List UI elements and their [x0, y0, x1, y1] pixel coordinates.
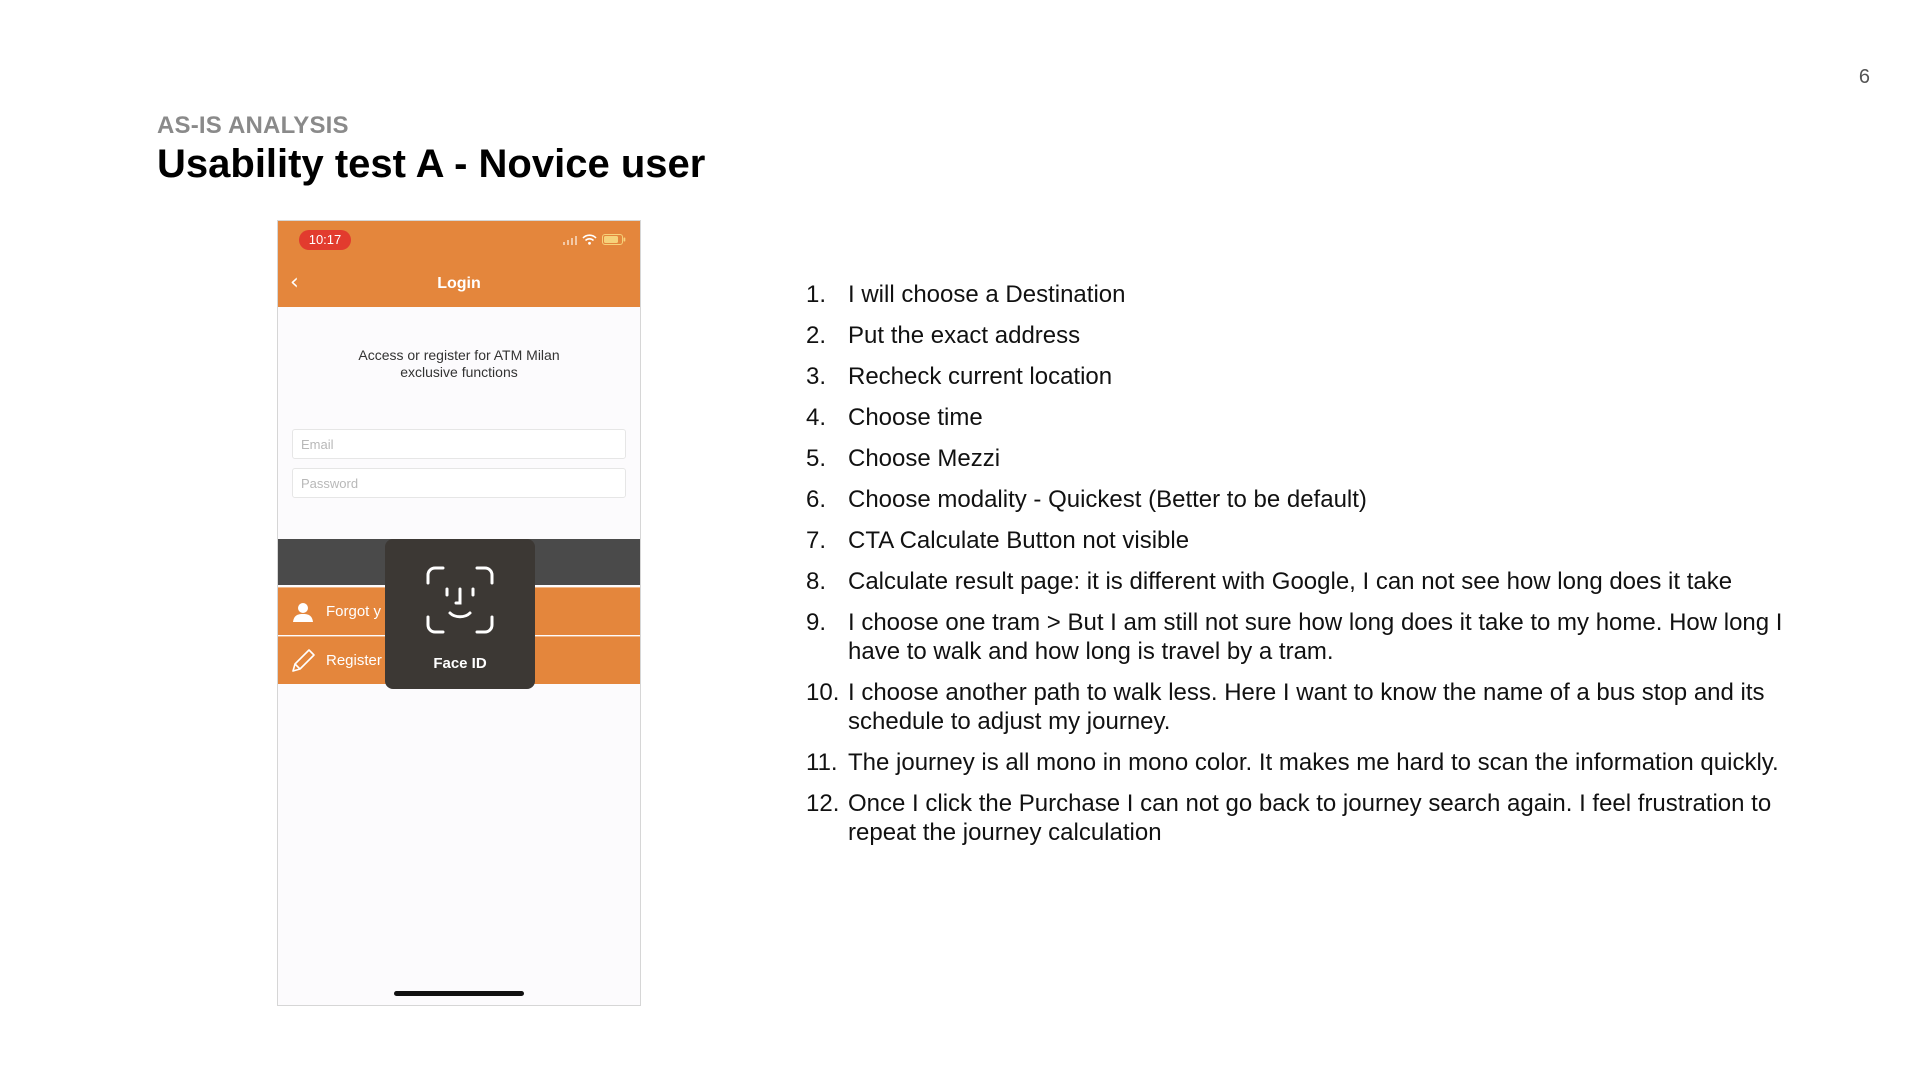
item-text: Calculate result page: it is different with Google, I can not see how long does it take	[848, 568, 1733, 595]
item-number: 5.	[806, 445, 827, 472]
header-title: Login	[437, 275, 481, 292]
page-number: 6	[1858, 66, 1870, 88]
list-item	[806, 608, 1806, 666]
phone-screenshot	[277, 220, 641, 1006]
item-number: 3.	[806, 363, 827, 390]
status-time-badge: 10:17	[299, 230, 351, 250]
app-header	[278, 221, 640, 307]
wifi-icon	[582, 234, 597, 245]
item-text: Recheck current location	[848, 363, 1113, 390]
item-number: 2.	[806, 322, 827, 349]
findings-list	[806, 280, 1806, 859]
face-id-label: Face ID	[433, 655, 487, 672]
list-item	[806, 567, 1806, 596]
email-field[interactable]	[292, 429, 626, 459]
password-field[interactable]	[292, 468, 626, 498]
item-number: 9.	[806, 609, 827, 636]
item-text: Once I click the Purchase I can not go back to journey search again. I feel frustration to repeat the journey calculation	[848, 790, 1772, 846]
item-text: Choose modality - Quickest (Better to be default)	[848, 486, 1367, 513]
item-number: 12.	[806, 790, 840, 817]
face-id-icon	[425, 565, 495, 635]
item-number: 6.	[806, 486, 827, 513]
item-text: Choose Mezzi	[848, 445, 1001, 472]
item-text: I choose one tram > But I am still not sure how long does it take to my home. How long I have to walk and how long is travel by a tram.	[848, 609, 1783, 665]
list-item	[806, 362, 1806, 391]
register-label: Register	[326, 652, 382, 669]
intro-text: Access or register for ATM Milan exclusive functions	[358, 347, 560, 380]
item-text: Put the exact address	[848, 322, 1081, 349]
status-icons	[563, 234, 626, 245]
list-item	[806, 280, 1806, 309]
item-text: I choose another path to walk less. Here I want to know the name of a bus stop and its schedule to adjust my journey.	[848, 679, 1765, 735]
signal-icon	[563, 235, 577, 245]
item-text: Choose time	[848, 404, 983, 431]
item-text: CTA Calculate Button not visible	[848, 527, 1190, 554]
section-kicker: AS-IS ANALYSIS	[157, 112, 349, 139]
item-number: 7.	[806, 527, 827, 554]
list-item	[806, 403, 1806, 432]
email-input[interactable]	[293, 430, 625, 458]
item-text: The journey is all mono in mono color. It makes me hard to scan the information quickly.	[848, 749, 1779, 776]
pencil-icon	[290, 648, 316, 674]
back-chevron-icon[interactable]: ‹	[290, 270, 299, 295]
password-input[interactable]	[293, 469, 625, 497]
user-icon	[290, 599, 316, 625]
home-indicator	[394, 991, 524, 996]
slide-title: Usability test A - Novice user	[157, 142, 706, 186]
item-number: 10.	[806, 679, 840, 706]
list-item	[806, 526, 1806, 555]
item-number: 4.	[806, 404, 827, 431]
list-item	[806, 678, 1806, 736]
item-text: I will choose a Destination	[848, 281, 1126, 308]
list-item	[806, 321, 1806, 350]
list-item	[806, 444, 1806, 473]
face-id-overlay	[385, 539, 535, 689]
list-item	[806, 789, 1806, 847]
item-number: 8.	[806, 568, 827, 595]
item-number: 11.	[806, 749, 838, 776]
battery-icon	[602, 234, 626, 245]
list-item	[806, 485, 1806, 514]
list-item	[806, 748, 1806, 777]
item-number: 1.	[806, 281, 827, 308]
forgot-password-label: Forgot y	[326, 603, 382, 620]
